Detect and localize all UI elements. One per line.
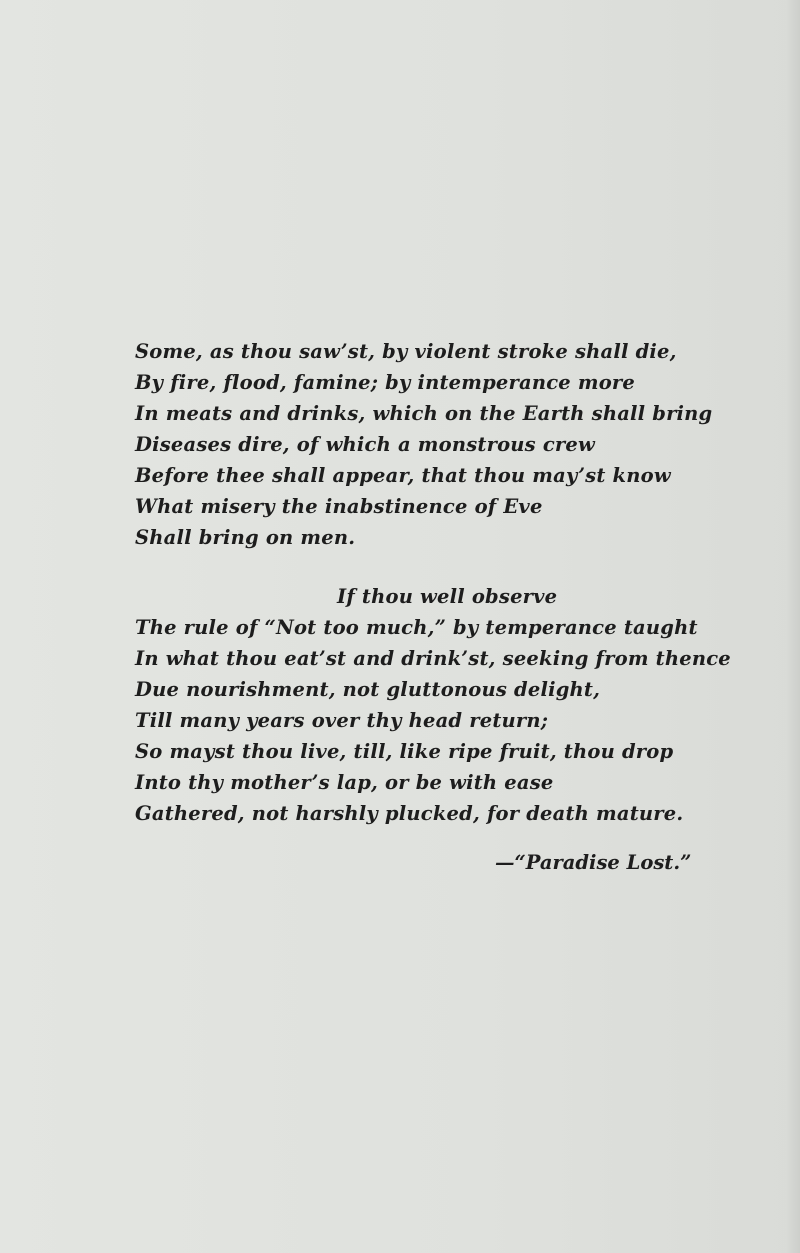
poem-attribution: —“Paradise Lost.” bbox=[495, 851, 692, 874]
poem-line: Due nourishment, not gluttonous delight, bbox=[135, 678, 601, 701]
poem-line-indented: If thou well observe bbox=[337, 585, 558, 608]
poem-line: Diseases dire, of which a monstrous crew bbox=[135, 433, 595, 456]
poem-line: Till many years over thy head return; bbox=[135, 709, 549, 732]
poem-line: Into thy mother’s lap, or be with ease bbox=[135, 771, 554, 794]
poem-line: What misery the inabstinence of Eve bbox=[135, 495, 543, 518]
poem-line: In what thou eat’st and drink’st, seeking from thence bbox=[135, 647, 731, 670]
poem-line: Some, as thou saw’st, by violent stroke shall die, bbox=[135, 340, 677, 363]
poem-line: Gathered, not harshly plucked, for death mature. bbox=[135, 802, 684, 825]
poem-line: In meats and drinks, which on the Earth shall bring bbox=[135, 402, 713, 425]
poem-line: Shall bring on men. bbox=[135, 526, 356, 549]
poem-line: So mayst thou live, till, like ripe fruit, thou drop bbox=[135, 740, 674, 763]
poem-line: The rule of “Not too much,” by temperance taught bbox=[135, 616, 698, 639]
poem-line: By fire, flood, famine; by intemperance more bbox=[135, 371, 636, 394]
page-edge-shadow bbox=[786, 0, 800, 1253]
poem-line: Before thee shall appear, that thou may’st know bbox=[135, 464, 671, 487]
